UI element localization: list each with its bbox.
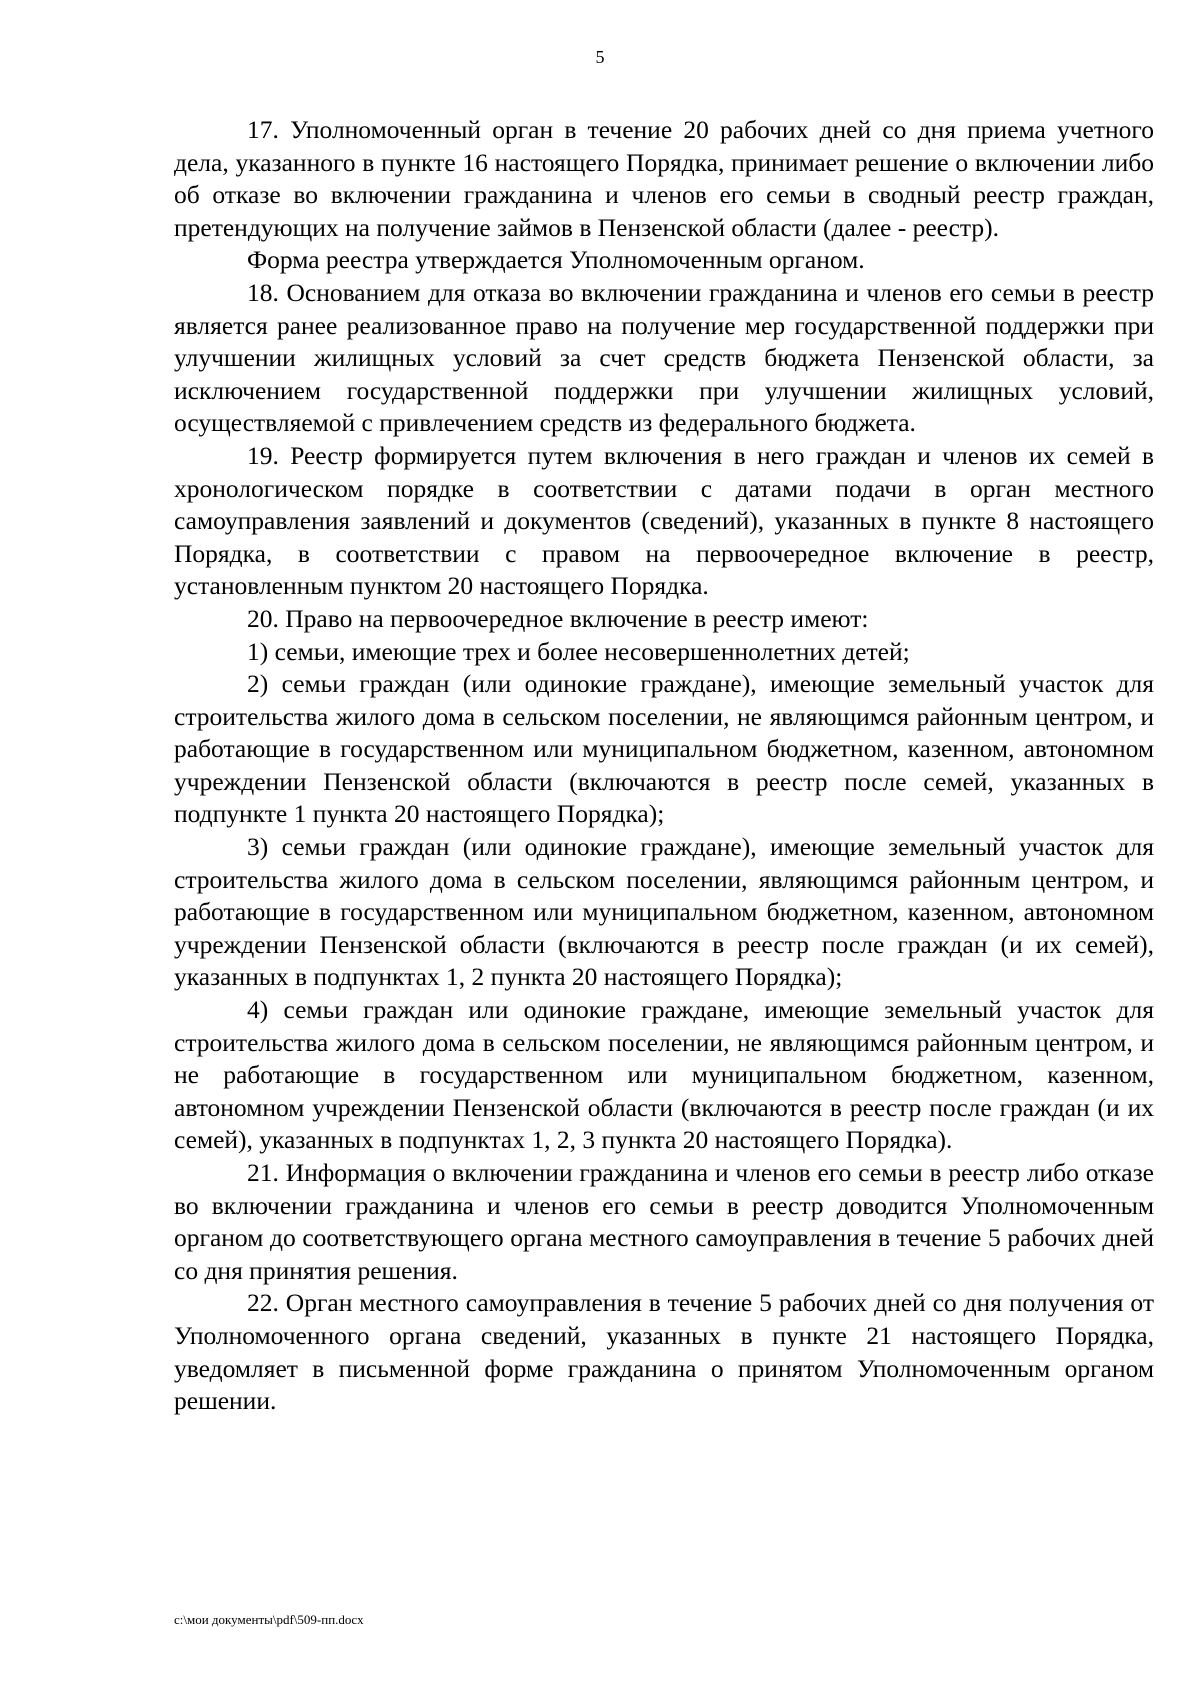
- paragraph-22: 22. Орган местного самоуправления в течение 5 рабочих дней со дня получения от Уполномоченного органа сведений, указанных в пункте 21 настоящего Порядка, уведомляет в письменной форме гражданина о принятом Уполномоченным органом решении.: [174, 1288, 1154, 1416]
- paragraph-21: 21. Информация о включении гражданина и членов его семьи в реестр либо отказе во включении гражданина и членов его семьи в реестр доводится Уполномоченным органом до соответствующего органа местного самоуправления в течение 5 рабочих дней со дня принятия решения.: [174, 1158, 1154, 1285]
- subparagraph-20-2: 2) семьи граждан (или одинокие граждане), имеющие земельный участок для строительства жилого дома в сельском поселении, не являющимся районным центром, и работающие в государственном или муниципальном бюджетном, казенном, автономном учреждении Пензенской области (включаются в реестр после семей, указанных в подпункте 1 пункта 20 настоящего Порядка);: [174, 669, 1154, 829]
- paragraph-registry-form: Форма реестра утверждается Уполномоченным органом.: [247, 245, 865, 275]
- subparagraph-20-4: 4) семьи граждан или одинокие граждане, имеющие земельный участок для строительства жилого дома в сельском поселении, не являющимся районным центром, и не работающие в государственном или муниципальном бюджетном, казенном, автономном учреждении Пензенской области (включаются в реестр после граждан (и их семей), указанных в подпунктах 1, 2, 3 пункта 20 настоящего Порядка).: [174, 995, 1154, 1155]
- footer-file-path: c:\мои документы\pdf\509-пп.docx: [174, 1612, 364, 1627]
- paragraph-18: 18. Основанием для отказа во включении гражданина и членов его семьи в реестр является ранее реализованное право на получение мер государственной поддержки при улучшении жилищных условий за счет средств бюджета Пензенской области, за исключением государственной поддержки при улучшении жилищных условий, осуществляемой с привлечением средств из федерального бюджета.: [174, 277, 1154, 438]
- paragraph-17: 17. Уполномоченный орган в течение 20 рабочих дней со дня приема учетного дела, указанного в пункте 16 настоящего Порядка, принимает решение о включении либо об отказе во включении гражданина и членов его семьи в сводный реестр граждан, претендующих на получение займов в Пензенской области (далее - реестр).: [174, 115, 1154, 242]
- paragraph-20: 20. Право на первоочередное включение в реестр имеют:: [247, 603, 869, 633]
- subparagraph-20-1: 1) семьи, имеющие трех и более несовершеннолетних детей;: [247, 636, 910, 666]
- subparagraph-20-3: 3) семьи граждан (или одинокие граждане), имеющие земельный участок для строительства жилого дома в сельском поселении, являющимся районным центром, и работающие в государственном или муниципальном бюджетном, казенном, автономном учреждении Пензенской области (включаются в реестр после граждан (и их семей), указанных в подпунктах 1, 2 пункта 20 настоящего Порядка);: [174, 832, 1154, 992]
- paragraph-19: 19. Реестр формируется путем включения в него граждан и членов их семей в хронологическом порядке в соответствии с датами подачи в орган местного самоуправления заявлений и документов (сведений), указанных в пункте 8 настоящего Порядка, в соответствии с правом на первоочередное включение в реестр, установленным пунктом 20 настоящего Порядка.: [174, 440, 1154, 601]
- page-number: 5: [595, 47, 605, 67]
- document-body: [174, 114, 1154, 1418]
